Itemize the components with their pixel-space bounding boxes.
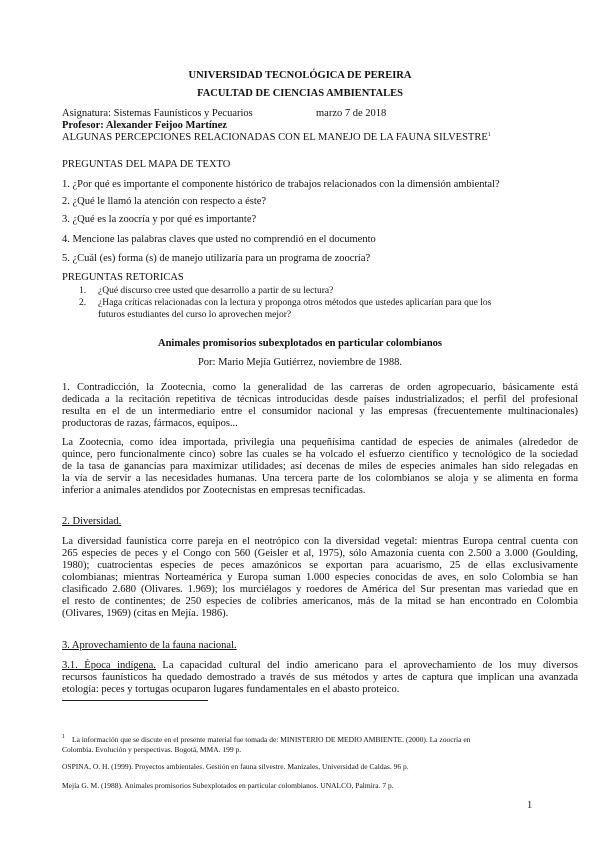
section-2-heading [62,516,121,528]
question-2: 2. ¿Qué le llamó la atención con respecto a éste? [62,196,267,207]
paragraph-1-line-2: dedicada a la recitación repetitiva de técnicas introducidas desde países industrializados; el perfil del profesional [62,394,578,405]
article-author: Por: Mario Mejía Gutiérrez, noviembre de 1988. [197,357,403,368]
document-title-text: ALGUNAS PERCEPCIONES RELACIONADAS CON EL MANEJO DE LA FAUNA SILVESTRE [62,132,488,143]
question-4: 4. Mencione las palabras claves que usted no comprendió en el documento [62,234,376,245]
question-3: 3. ¿Qué es la zoocría y por qué es importante? [62,214,257,225]
subject-line: Asignatura: Sistemas Faunísticos y Pecuarios [62,108,253,119]
footnote-3: Mejía G. M. (1988). Animales promisorios Subexplotados en particular colombianos. UNALCO, Palmira. 7 p. [62,781,394,790]
paragraph-3-line-6: el resto de continentes; de 250 especies de colibríes americanos, más de la mitad se han encontrado en Colombia [62,596,578,607]
paragraph-3-line-5: clasificado 2.680 (Olivares. 1.969); los murciélagos y roedores de América del Sur presentan mas variedad que en [62,584,578,595]
paragraph-1-line-1: 1. Contradicción, la Zootecnia, como la generalidad de las carreras de orden agropecuario, básicamente está [62,382,578,393]
question-5: 5. ¿Cuál (es) forma (s) de manejo utilizaría para un programa de zoocría? [62,253,371,264]
paragraph-2-line-3: de la tasa de ganancias para maximizar utilidades; así decenas de miles de especies animales han sido relegadas en [62,461,578,472]
paragraph-3-line-4: colombianas; mientras Norteamérica y Europa suman 1.000 especies conocidas de aves, en solo Colombia se han [62,572,578,583]
question-1: 1. ¿Por qué es importante el componente histórico de trabajos relacionados con la dimensión ambiental? [62,179,500,190]
paragraph-3-line-2: 265 especies de peces y el Congo con 560 (Geisler et al, 1975), sólo Amazonía cuenta con 2.500 a 3.000 (Goulding, [62,548,578,559]
section-2-heading-text: 2. Diversidad. [62,516,122,527]
paragraph-4-line-2: recursos faunísticos ha quedado demostrado a través de sus métodos y artes de captura que implican una avanzada [62,672,578,683]
section-3-heading-text: 3. Aprovechamiento de la fauna nacional. [62,640,237,651]
footnote-separator [62,700,208,701]
section-3-heading [62,640,237,652]
rhetorical-num-1: 1. [79,286,87,296]
paragraph-4-line-1 [62,660,578,672]
footnote-1-line-1: La información que se discute en el presente material fue tomada de: MINISTERIO DE MEDIO AMBIENTE. (2000). La zoocría en [72,735,471,744]
footnote-1-number: 1 [62,734,65,740]
footnote-2: OSPINA, O. H. (1999). Proyectos ambientales. Gestión en fauna silvestre. Manizales, Universidad de Caldas. 96 p. [62,762,409,771]
paragraph-4-line-1-text: La capacidad cultural del indio americano para el aprovechamiento de los muy diversos [155,660,578,671]
paragraph-3-line-1: La diversidad faunística corre pareja en el neotrópico con la diversidad vegetal: mientras Europa central cuenta con [62,536,578,547]
paragraph-1-line-3: resulta en el de un intermediario entre el consumidor nacional y las empresas (frecuentemente multinacionales) [62,406,578,417]
page-number: 1 [527,800,533,811]
rhetorical-question-2-line-2: futuros estudiantes del curso lo aprovechen mejor? [98,310,292,320]
footnote-1-line-2: Colombia. Evolución y perspectivas. Bogotá, MMA. 199 p. [62,745,242,754]
date-line: marzo 7 de 2018 [316,108,387,119]
paragraph-3-line-3: 1980); cuatrocientas especies de peces amazónicos se exportan para acuarismo, 25 de ellas exclusivamente [62,560,578,571]
paragraph-2-line-2: quince, pero funcionalmente cinco) sobre las cuales se ha volcado el esfuerzo científico y tecnológico de la sociedad [62,449,578,460]
paragraph-4-line-3: etología: peces y tortugas ocuparon lugares fundamentales en el abasto proteico. [62,684,400,695]
paragraph-2-line-4: la vía de servir a las necesidades humanas. Una tercera parte de los colombianos se aloja y se alimenta en forma [62,473,578,484]
faculty-name: FACULTAD DE CIENCIAS AMBIENTALES [197,88,403,99]
rhetorical-question-2-line-1: ¿Haga críticas relacionadas con la lectura y proponga otros métodos que ustedes aplicarían para que los [98,298,492,308]
title-footnote-ref: 1 [487,132,491,138]
subsection-3-1-title: 3.1. Época indígena. [62,660,156,671]
university-name: UNIVERSIDAD TECNOLÓGICA DE PEREIRA [188,70,412,81]
article-title: Animales promisorios subexplotados en particular colombianos [157,338,442,349]
rhetorical-question-1: ¿Qué discurso cree usted que desarrollo a partir de su lectura? [98,286,334,296]
paragraph-1-line-4: productoras de razas, fármacos, equipos... [62,418,238,429]
paragraph-2-line-1: La Zootecnia, como idea importada, privilegia una pequeñísima cantidad de especies de animales (alrededor de [62,437,578,448]
rhetorical-heading: PREGUNTAS RETORICAS [62,272,184,283]
rhetorical-num-2: 2. [79,298,87,308]
paragraph-2-line-5: inferior a animales atendidos por Zootecnistas en empresas tecnificadas. [62,485,366,496]
text-map-heading: PREGUNTAS DEL MAPA DE TEXTO [62,159,231,170]
professor-line: Profesor: Alexander Feijoo Martínez [62,120,227,131]
document-title [62,132,491,144]
paragraph-3-line-7: (Olivares, 1969) (citas en Mejía. 1986). [62,608,229,619]
